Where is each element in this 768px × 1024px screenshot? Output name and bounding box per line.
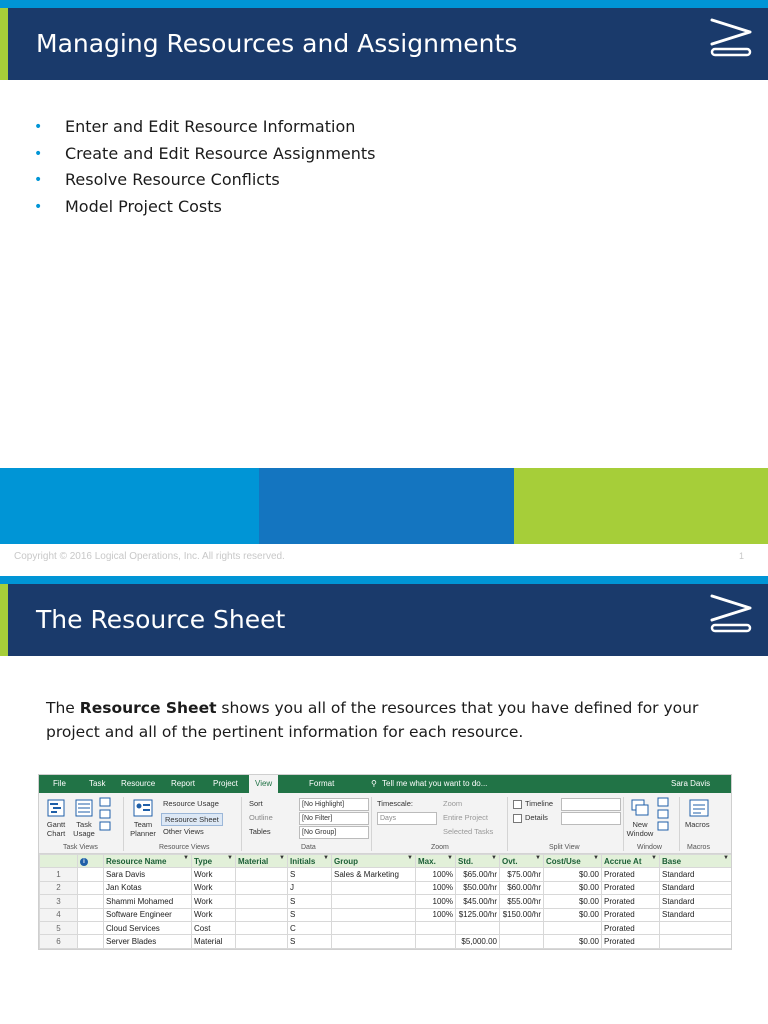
cell-accrue[interactable]: Prorated xyxy=(602,935,660,948)
column-header[interactable]: Resource Name ▼ xyxy=(104,855,192,868)
bullet-item: • Enter and Edit Resource Information xyxy=(34,114,376,141)
group-label: Window xyxy=(637,844,662,851)
title-bar xyxy=(0,584,768,656)
logo-icon xyxy=(708,12,756,60)
row-number: 5 xyxy=(40,921,78,934)
footer-band-blue xyxy=(259,468,514,544)
table-header-row xyxy=(40,855,732,868)
column-header[interactable]: Base ▼ xyxy=(660,855,732,868)
cell-material[interactable] xyxy=(236,935,288,948)
logo-icon xyxy=(708,588,756,636)
cell-base[interactable]: Standard xyxy=(660,895,732,908)
slide-title: The Resource Sheet xyxy=(36,605,286,634)
filter-arrow-icon: ▼ xyxy=(651,855,657,861)
cell-ovt[interactable] xyxy=(500,921,544,934)
cell-base[interactable] xyxy=(660,921,732,934)
intro-paragraph: The Resource Sheet shows you all of the resources that you have defined for your project and all of the pertinent information for each resource. xyxy=(46,699,699,741)
bullet-list xyxy=(34,114,376,220)
cell-name[interactable]: Jan Kotas xyxy=(104,881,192,894)
row-number: 1 xyxy=(40,868,78,881)
menu-bar xyxy=(39,775,731,793)
cell-accrue[interactable]: Prorated xyxy=(602,881,660,894)
selected-tasks-button[interactable]: Selected Tasks xyxy=(443,827,494,836)
row-number: 3 xyxy=(40,895,78,908)
cell-group[interactable] xyxy=(332,935,416,948)
details-checkbox[interactable]: Details xyxy=(513,813,548,823)
title-bar xyxy=(0,8,768,80)
table-row[interactable] xyxy=(40,935,732,948)
filter-arrow-icon: ▼ xyxy=(227,855,233,861)
cell-cost[interactable]: $0.00 xyxy=(544,881,602,894)
top-stripe xyxy=(0,0,768,8)
cell-base[interactable]: Standard xyxy=(660,868,732,881)
row-number: 2 xyxy=(40,881,78,894)
menu-report[interactable]: Report xyxy=(171,779,196,788)
cell-type[interactable]: Work xyxy=(192,908,236,921)
column-header[interactable]: Std. ▼ xyxy=(456,855,500,868)
user-name[interactable]: Sara Davis xyxy=(671,779,711,788)
cell-material[interactable] xyxy=(236,895,288,908)
filter-arrow-icon: ▼ xyxy=(491,855,497,861)
intro-bold-term: Resource Sheet xyxy=(79,699,217,717)
cell-base[interactable]: Standard xyxy=(660,881,732,894)
cell-type[interactable]: Cost xyxy=(192,921,236,934)
ribbon-separator xyxy=(123,797,124,851)
cell-name[interactable]: Cloud Services xyxy=(104,921,192,934)
task-usage-button[interactable]: Task Usage xyxy=(73,820,95,838)
cell-std[interactable]: $125.00/hr xyxy=(456,908,500,921)
cell-accrue[interactable]: Prorated xyxy=(602,868,660,881)
bullet-item: • Resolve Resource Conflicts xyxy=(34,167,376,194)
cell-material[interactable] xyxy=(236,921,288,934)
table-row[interactable] xyxy=(40,908,732,921)
title-accent xyxy=(0,584,8,656)
group-select[interactable]: [No Group] xyxy=(299,826,369,839)
menu-task[interactable]: Task xyxy=(89,779,106,788)
cell-base[interactable]: Standard xyxy=(660,908,732,921)
table-row[interactable] xyxy=(40,921,732,934)
table-row[interactable] xyxy=(40,881,732,894)
resource-sheet-table xyxy=(39,854,732,949)
cell-max[interactable] xyxy=(416,921,456,934)
cell-material[interactable] xyxy=(236,908,288,921)
view-small-icons xyxy=(99,797,117,833)
cell-accrue[interactable]: Prorated xyxy=(602,921,660,934)
tables-button[interactable]: Tables xyxy=(249,827,271,836)
cell-initials[interactable]: S xyxy=(288,908,332,921)
timescale-select[interactable]: Days xyxy=(377,812,437,825)
filter-arrow-icon: ▼ xyxy=(183,855,189,861)
bullet-dot-icon: • xyxy=(34,172,43,188)
timeline-select[interactable] xyxy=(561,798,621,811)
cell-name[interactable]: Software Engineer xyxy=(104,908,192,921)
indicators-header xyxy=(78,855,104,868)
group-label: Zoom xyxy=(431,844,449,851)
cell-ovt[interactable]: $60.00/hr xyxy=(500,881,544,894)
ribbon-separator xyxy=(679,797,680,851)
footer-band-green xyxy=(514,468,768,544)
resource-sheet-button[interactable]: Resource Sheet xyxy=(161,813,223,826)
cell-cost[interactable] xyxy=(544,921,602,934)
cell-cost[interactable]: $0.00 xyxy=(544,868,602,881)
cell-type[interactable]: Material xyxy=(192,935,236,948)
indicator-cell xyxy=(78,895,104,908)
slide-2 xyxy=(0,576,768,1024)
cell-initials[interactable]: S xyxy=(288,935,332,948)
team-planner-icon xyxy=(133,799,153,817)
indicator-cell xyxy=(78,868,104,881)
menu-file[interactable]: File xyxy=(53,779,66,788)
group-label: Resource Views xyxy=(159,844,210,851)
resource-rows xyxy=(40,868,732,948)
cell-max[interactable]: 100% xyxy=(416,908,456,921)
cell-ovt[interactable]: $150.00/hr xyxy=(500,908,544,921)
cell-name[interactable]: Sara Davis xyxy=(104,868,192,881)
outline-button[interactable]: Outline xyxy=(249,813,273,822)
column-header[interactable]: Material ▼ xyxy=(236,855,288,868)
filter-arrow-icon: ▼ xyxy=(323,855,329,861)
cell-name[interactable]: Server Blades xyxy=(104,935,192,948)
ribbon-separator xyxy=(371,797,372,851)
filter-arrow-icon: ▼ xyxy=(447,855,453,861)
cell-max[interactable]: 100% xyxy=(416,895,456,908)
cell-group[interactable] xyxy=(332,908,416,921)
cell-max[interactable]: 100% xyxy=(416,881,456,894)
team-planner-button[interactable]: Team Planner xyxy=(130,820,156,838)
cell-initials[interactable]: C xyxy=(288,921,332,934)
ribbon-separator xyxy=(623,797,624,851)
cell-std[interactable]: $65.00/hr xyxy=(456,868,500,881)
ribbon xyxy=(39,793,731,854)
cell-type[interactable]: Work xyxy=(192,881,236,894)
column-header[interactable]: Ovt. ▼ xyxy=(500,855,544,868)
bullet-dot-icon: • xyxy=(34,198,43,215)
cell-type[interactable]: Work xyxy=(192,868,236,881)
cell-ovt[interactable] xyxy=(500,935,544,948)
copyright-footer: Copyright © 2016 Logical Operations, Inc. All rights reserved. xyxy=(14,551,285,562)
bullet-item: • Create and Edit Resource Assignments xyxy=(34,141,376,168)
group-label: Task Views xyxy=(63,844,98,851)
indicator-cell xyxy=(78,921,104,934)
row-number-header xyxy=(40,855,78,868)
filter-arrow-icon: ▼ xyxy=(593,855,599,861)
filter-select[interactable]: [No Filter] xyxy=(299,812,369,825)
highlight-select[interactable]: [No Highlight] xyxy=(299,798,369,811)
bullet-item: • Model Project Costs xyxy=(34,194,376,221)
cell-ovt[interactable]: $75.00/hr xyxy=(500,868,544,881)
footer-band-cyan xyxy=(0,468,259,544)
cell-material[interactable] xyxy=(236,868,288,881)
cell-accrue[interactable]: Prorated xyxy=(602,908,660,921)
task-usage-icon xyxy=(75,799,93,817)
table-row[interactable] xyxy=(40,895,732,908)
menu-resource[interactable]: Resource xyxy=(121,779,156,788)
cell-std[interactable] xyxy=(456,921,500,934)
filter-arrow-icon: ▼ xyxy=(279,855,285,861)
cell-cost[interactable]: $0.00 xyxy=(544,935,602,948)
details-select[interactable] xyxy=(561,812,621,825)
macros-button[interactable]: Macros xyxy=(685,820,710,829)
group-label: Data xyxy=(301,844,316,851)
column-header[interactable]: Cost/Use ▼ xyxy=(544,855,602,868)
menu-format[interactable]: Format xyxy=(309,779,335,788)
cell-ovt[interactable]: $55.00/hr xyxy=(500,895,544,908)
tell-me-bulb-icon: ⚲ xyxy=(371,779,377,788)
cell-cost[interactable]: $0.00 xyxy=(544,895,602,908)
cell-max[interactable]: 100% xyxy=(416,868,456,881)
window-small-icons xyxy=(657,797,671,833)
cell-std[interactable]: $50.00/hr xyxy=(456,881,500,894)
timescale-label: Timescale: xyxy=(377,799,413,808)
cell-initials[interactable]: S xyxy=(288,895,332,908)
filter-arrow-icon: ▼ xyxy=(535,855,541,861)
row-number: 6 xyxy=(40,935,78,948)
other-views-button[interactable]: Other Views xyxy=(163,827,204,836)
cell-initials[interactable]: J xyxy=(288,881,332,894)
cell-initials[interactable]: S xyxy=(288,868,332,881)
row-number: 4 xyxy=(40,908,78,921)
cell-cost[interactable]: $0.00 xyxy=(544,908,602,921)
sort-button[interactable]: Sort xyxy=(249,799,263,808)
indicator-cell xyxy=(78,935,104,948)
bullet-dot-icon: • xyxy=(34,145,43,162)
cell-material[interactable] xyxy=(236,881,288,894)
group-label: Split View xyxy=(549,844,580,851)
ribbon-separator xyxy=(241,797,242,851)
column-header[interactable]: Initials ▼ xyxy=(288,855,332,868)
cell-std[interactable]: $45.00/hr xyxy=(456,895,500,908)
entire-project-button[interactable]: Entire Project xyxy=(443,813,489,822)
gantt-chart-button[interactable]: Gantt Chart xyxy=(46,820,66,838)
cell-max[interactable] xyxy=(416,935,456,948)
column-header[interactable]: Accrue At ▼ xyxy=(602,855,660,868)
column-header[interactable]: Type ▼ xyxy=(192,855,236,868)
menu-view[interactable]: View xyxy=(249,775,278,793)
timeline-checkbox[interactable]: Timeline xyxy=(513,799,553,809)
macros-icon xyxy=(689,799,709,817)
cell-group[interactable] xyxy=(332,895,416,908)
cell-base[interactable] xyxy=(660,935,732,948)
tell-me-search[interactable]: Tell me what you want to do... xyxy=(382,779,488,788)
column-header[interactable]: Max. ▼ xyxy=(416,855,456,868)
cell-group[interactable] xyxy=(332,881,416,894)
gantt-chart-icon xyxy=(47,799,65,817)
indicator-cell xyxy=(78,881,104,894)
filter-arrow-icon: ▼ xyxy=(723,855,729,861)
bullet-dot-icon: • xyxy=(34,119,43,135)
zoom-button[interactable]: Zoom xyxy=(443,799,463,808)
resource-usage-button[interactable]: Resource Usage xyxy=(163,799,219,808)
title-accent xyxy=(0,8,8,80)
info-icon: i xyxy=(80,858,88,866)
project-screenshot xyxy=(38,774,732,950)
cell-std[interactable]: $5,000.00 xyxy=(456,935,500,948)
slide-title: Managing Resources and Assignments xyxy=(36,29,518,58)
cell-group[interactable]: Sales & Marketing xyxy=(332,868,416,881)
page-number: 1 xyxy=(738,551,744,561)
top-stripe xyxy=(0,576,768,584)
table-row[interactable] xyxy=(40,868,732,881)
menu-project[interactable]: Project xyxy=(213,779,238,788)
new-window-button[interactable]: New Window xyxy=(626,820,654,838)
cell-accrue[interactable]: Prorated xyxy=(602,895,660,908)
column-header[interactable]: Group ▼ xyxy=(332,855,416,868)
ribbon-separator xyxy=(507,797,508,851)
cell-type[interactable]: Work xyxy=(192,895,236,908)
new-window-icon xyxy=(631,799,649,817)
indicator-cell xyxy=(78,908,104,921)
filter-arrow-icon: ▼ xyxy=(407,855,413,861)
cell-group[interactable] xyxy=(332,921,416,934)
cell-name[interactable]: Shammi Mohamed xyxy=(104,895,192,908)
group-label: Macros xyxy=(687,844,710,851)
